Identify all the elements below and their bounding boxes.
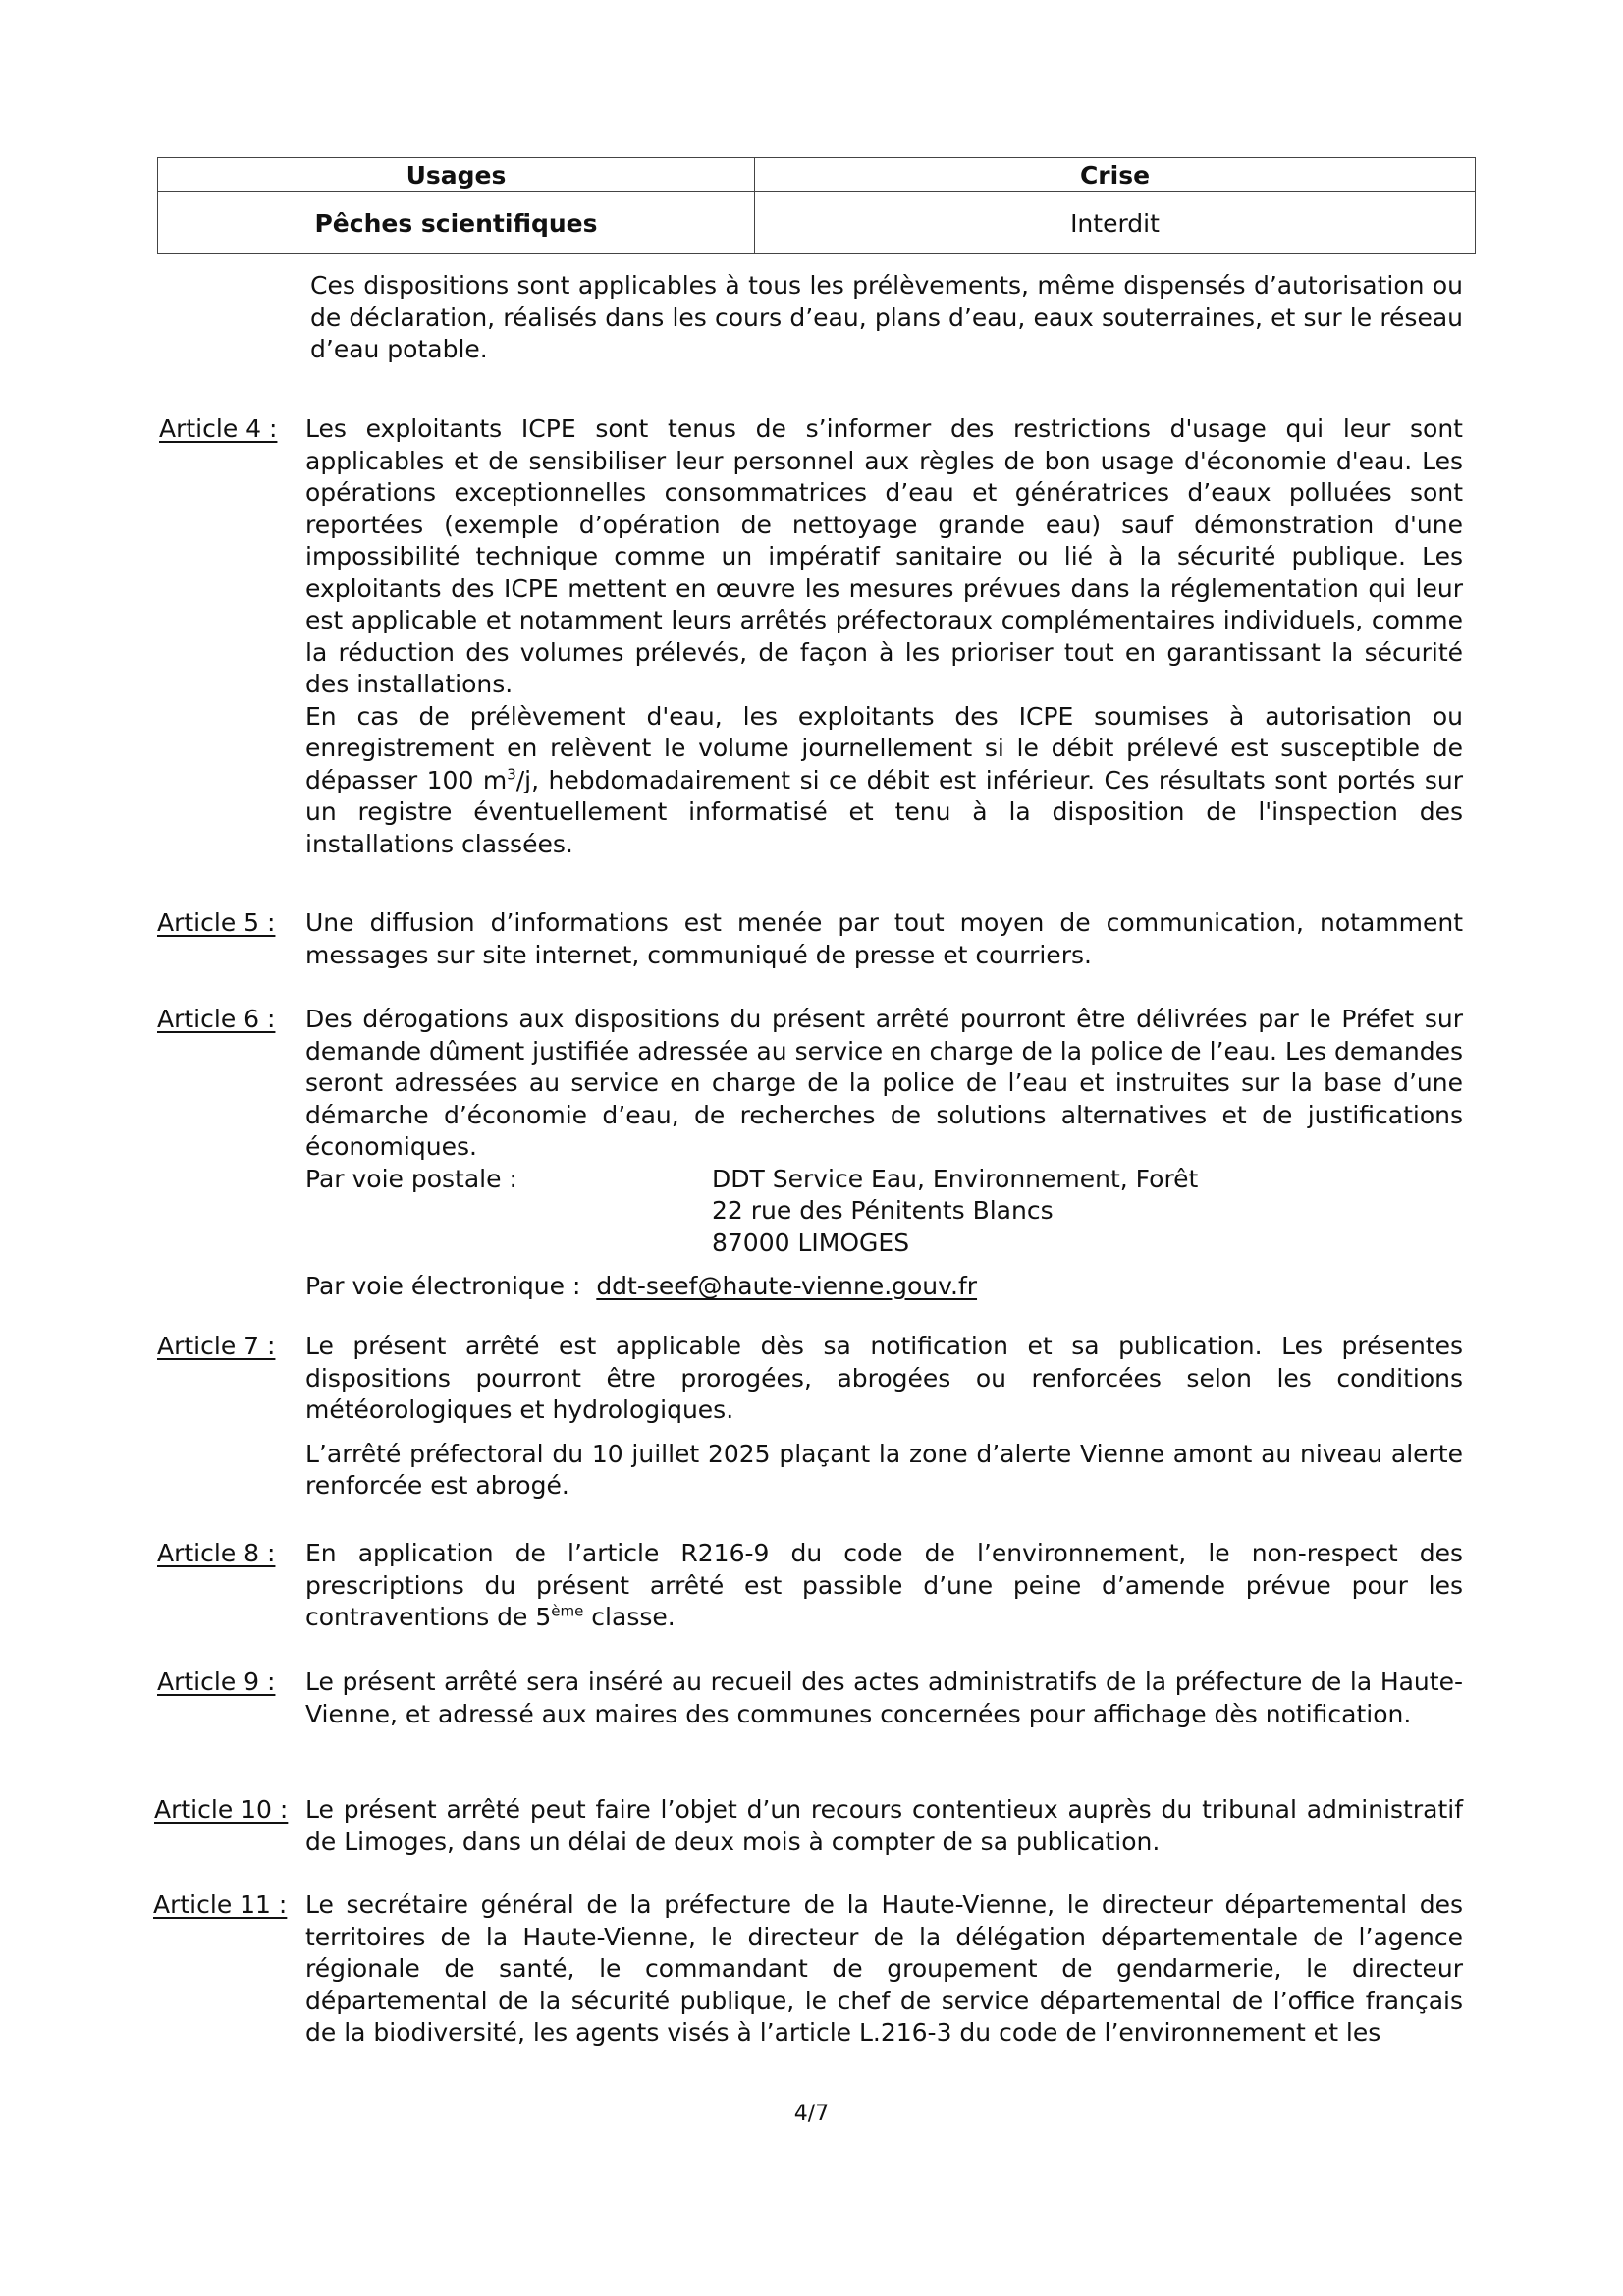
article-4-label: Article 4 : <box>159 414 278 443</box>
article-7-body <box>305 1331 1463 1503</box>
intro-paragraph: Ces dispositions sont applicables à tous les prélèvements, même dispensés d’autorisation ou de déclaration, réalisés dans les cours d’eau, plans d’eau, eaux souterraines, et sur le réseau d’eau potable. <box>310 271 1463 363</box>
email-label: Par voie électronique : <box>305 1272 581 1300</box>
article-8-body <box>305 1538 1463 1634</box>
article-11-body <box>305 1889 1463 2050</box>
article-4-body <box>305 413 1463 860</box>
article-11-label: Article 11 : <box>153 1890 288 1919</box>
article-7-label: Article 7 : <box>157 1332 276 1360</box>
article-6-text: Des dérogations aux dispositions du présent arrêté pourront être délivrées par le Préfet sur demande dûment justifiée adressée au service en charge de la police de l’eau. Les demandes seront adressées au service en charge de la police de l’eau et instruites sur la base d’une démarche d’économie d’eau, de recherches de solutions alternatives et de justifications économiques. <box>305 1005 1463 1161</box>
superscript: 3 <box>507 765 516 784</box>
article-8-text-end: classe. <box>583 1603 676 1631</box>
article-4-p2-start: En cas de prélèvement d'eau, les exploitants des ICPE soumises à autorisation ou enregistrement en relèvent le volume journellement si le débit prélevé est susceptible de dépasser 100 m <box>305 701 1463 794</box>
article-8-text-start: En application de l’article R216-9 du code de l’environnement, le non-respect des prescriptions du présent arrêté est passible d’une peine d’amende prévue pour les contraventions de 5 <box>305 1539 1463 1631</box>
article-7-paragraph-1: Le présent arrêté est applicable dès sa notification et sa publication. Les présentes dispositions pourront être prorogées, abrogées ou renforcées selon les conditions météorologiques et hydrologiques. <box>305 1332 1463 1424</box>
table-header-usages: Usages <box>158 158 755 192</box>
article-5-label: Article 5 : <box>157 908 276 937</box>
article-10-body <box>305 1794 1463 1858</box>
email-line <box>305 1271 1463 1303</box>
article-6-label: Article 6 : <box>157 1005 276 1033</box>
article-4-paragraph-2 <box>305 701 1463 861</box>
article-10-label: Article 10 : <box>154 1795 289 1824</box>
address-line: DDT Service Eau, Environnement, Forêt <box>712 1164 1199 1193</box>
article-6-body <box>305 1004 1463 1303</box>
article-4-paragraph-1: Les exploitants ICPE sont tenus de s’informer des restrictions d'usage qui leur sont applicables et de sensibiliser leur personnel aux règles de bon usage d'économie d'eau. Les opérations exceptionnelles consommatrices d’eau et génératrices d’eaux polluées sont reportées (exemple d’opération de nettoyage grande eau) sauf démonstration d'une impossibilité technique comme un impératif sanitaire ou lié à la sécurité publique. Les exploitants des ICPE mettent en œuvre les mesures prévues dans la réglementation qui leur est applicable et notamment leurs arrêtés préfectoraux complémentaires individuels, comme la réduction des volumes prélevés, de façon à les prioriser tout en garantissant la sécurité des installations. <box>305 414 1463 698</box>
article-11-text: Le secrétaire général de la préfecture de la Haute-Vienne, le directeur départemental des territoires de la Haute-Vienne, le directeur de la délégation départementale de l’agence régionale de santé, le commandant de groupement de gendarmerie, le directeur départemental de la sécurité publique, le chef de service départemental de l’office français de la biodiversité, les agents visés à l’article L.216-3 du code de l’environnement et les <box>305 1890 1463 2047</box>
address-line: 22 rue des Pénitents Blancs <box>712 1196 1054 1225</box>
article-8-label: Article 8 : <box>157 1539 276 1567</box>
table-header-row <box>158 158 1476 192</box>
article-4-p2-end: /j, hebdomadairement si ce débit est inférieur. Ces résultats sont portés sur un registre éventuellement informatisé et tenu à la disposition de l'inspection des installations classées. <box>305 765 1463 858</box>
article-5-text: Une diffusion d’informations est menée par tout moyen de communication, notamment messages sur site internet, communiqué de presse et courriers. <box>305 908 1463 969</box>
article-5-body <box>305 907 1463 971</box>
article-9-text: Le présent arrêté sera inséré au recueil des actes administratifs de la préfecture de la Haute-Vienne, et adressé aux maires des communes concernées pour affichage dès notification. <box>305 1667 1463 1728</box>
table-cell-usage: Pêches scientifiques <box>158 192 755 254</box>
postal-address <box>305 1164 1463 1260</box>
page-number: 4/7 <box>793 2102 830 2126</box>
address-line: 87000 LIMOGES <box>712 1228 910 1257</box>
article-8-text <box>305 1538 1463 1634</box>
table-header-crise: Crise <box>755 158 1476 192</box>
article-9-label: Article 9 : <box>157 1667 276 1696</box>
article-9-body <box>305 1667 1463 1730</box>
email-link[interactable]: ddt-seef@haute-vienne.gouv.fr <box>596 1272 978 1300</box>
table-row <box>158 192 1476 254</box>
superscript: ème <box>551 1602 584 1620</box>
article-10-text: Le présent arrêté peut faire l’objet d’un recours contentieux auprès du tribunal administratif de Limoges, dans un délai de deux mois à compter de sa publication. <box>305 1795 1463 1856</box>
postal-label: Par voie postale : <box>305 1164 517 1193</box>
postal-address-lines <box>712 1164 1198 1260</box>
usage-restriction-table <box>157 157 1476 254</box>
article-7-paragraph-2: L’arrêté préfectoral du 10 juillet 2025 plaçant la zone d’alerte Vienne amont au niveau alerte renforcée est abrogé. <box>305 1439 1463 1500</box>
table-cell-status: Interdit <box>755 192 1476 254</box>
